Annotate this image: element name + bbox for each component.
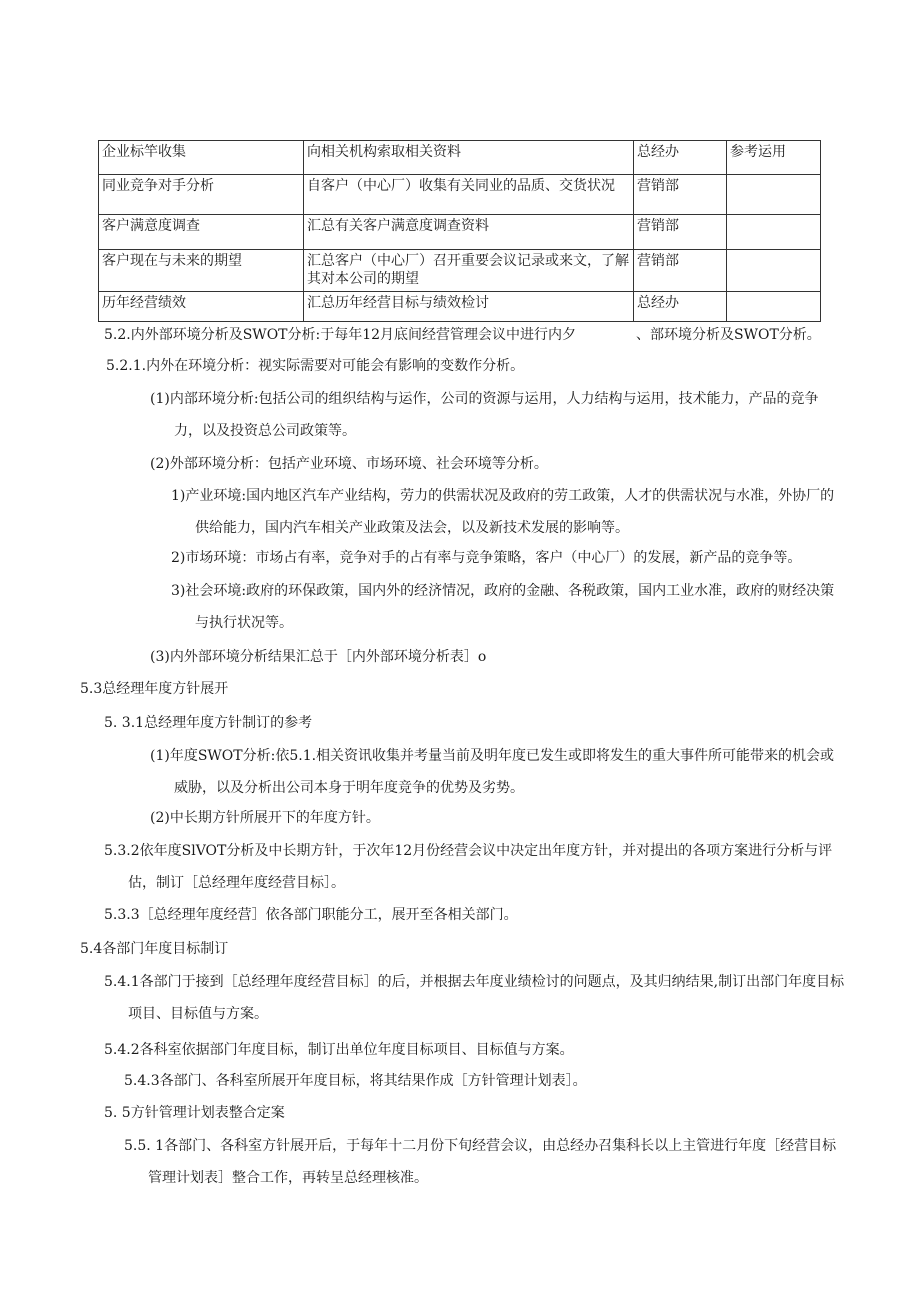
section-5-3-heading: 5.3总经理年度方针展开 <box>80 681 229 697</box>
table-cell <box>727 215 821 250</box>
table-cell: 营销部 <box>634 215 727 250</box>
table-cell: 汇总历年经营目标与绩效检讨 <box>304 292 634 322</box>
section-5-4-heading: 5.4各部门年度目标制订 <box>80 941 229 957</box>
section-5-4-1: 5.4.1各部门于接到［总经理年度经营目标］的后，并根据去年度业绩检讨的问题点，及其归纳结果,制订出部门年度目标项目、目标值与方案。 <box>104 974 845 1022</box>
section-5-3-2: 5.3.2依年度SlVOT分析及中长期方针，于次年12月份经营会议中决定出年度方针，并对提出的各项方案进行分析与评估，制订［总经理年度经营目标］。 <box>104 843 833 891</box>
table-cell: 汇总有关客户满意度调查资料 <box>304 215 634 250</box>
external-analysis: (2)外部环境分析：包括产业环境、市场环境、社会环境等分析。 <box>150 456 548 472</box>
longterm-policy: (2)中长期方针所展开下的年度方针。 <box>150 810 380 826</box>
table-cell: 参考运用 <box>727 141 821 175</box>
section-5-5-heading: 5. 5方针管理计划表整合定案 <box>104 1105 285 1121</box>
section-5-3-1: 5. 3.1总经理年度方针制订的参考 <box>104 715 313 731</box>
table-row <box>99 141 821 175</box>
table-row <box>99 215 821 250</box>
section-5-2-1: 5.2.1.内外在环境分析：视实际需要对可能会有影响的变数作分析。 <box>106 358 525 374</box>
section-5-4-3: 5.4.3各部门、各科室所展开年度目标，将其结果作成［方针管理计划表］。 <box>124 1073 587 1089</box>
table-cell: 客户现在与未来的期望 <box>99 250 304 292</box>
table-row <box>99 250 821 292</box>
table-cell: 总经办 <box>634 141 727 175</box>
section-5-2-heading-right: 、部环境分析及SWOT分析。 <box>636 327 821 343</box>
table-cell: 客户满意度调查 <box>99 215 304 250</box>
reference-table <box>98 140 821 322</box>
table-cell: 营销部 <box>634 250 727 292</box>
section-5-3-3: 5.3.3［总经理年度经营］依各部门职能分工，展开至各相关部门。 <box>104 907 518 923</box>
market-environment: 2)市场环境：市场占有率，竞争对手的占有率与竞争策略，客户（中心厂）的发展，新产品的竞争等。 <box>171 550 802 566</box>
table-cell: 同业竞争对手分析 <box>99 175 304 215</box>
table-cell: 自客户（中心厂）收集有关同业的品质、交货状况 <box>304 175 634 215</box>
industry-environment: 1)产业环境:国内地区汽车产业结构，劳力的供需状况及政府的劳工政策，人才的供需状况与水准，外协厂的供给能力，国内汽车相关产业政策及法会，以及新技术发展的影响等。 <box>171 488 835 536</box>
table-row <box>99 292 821 322</box>
table-cell: 营销部 <box>634 175 727 215</box>
table-cell: 历年经营绩效 <box>99 292 304 322</box>
annual-swot: (1)年度SWOT分析:依5.1.相关资讯收集并考量当前及明年度已发生或即将发生的重大事件所可能带来的机会或威胁，以及分析出公司本身于明年度竞争的优势及劣势。 <box>150 748 835 796</box>
table-cell: 企业标竿收集 <box>99 141 304 175</box>
section-5-4-2: 5.4.2各科室依据部门年度目标，制订出单位年度目标项目、目标值与方案。 <box>104 1042 574 1058</box>
social-environment: 3)社会环境:政府的环保政策，国内外的经济情况，政府的金融、各税政策，国内工业水准，政府的财经决策与执行状况等。 <box>171 583 835 631</box>
table-cell <box>727 292 821 322</box>
table-cell: 汇总客户（中心厂）召开重要会议记录或来文，了解其对本公司的期望 <box>304 250 634 292</box>
table-row <box>99 175 821 215</box>
table-cell: 向相关机构索取相关资料 <box>304 141 634 175</box>
analysis-summary: (3)内外部环境分析结果汇总于［内外部环境分析表］o <box>150 649 487 665</box>
section-5-5-1: 5.5. 1各部门、各科室方针展开后，于每年十二月份下旬经营会议，由总经办召集科长以上主管进行年度［经营目标管理计划表］整合工作，再转呈总经理核准。 <box>124 1138 837 1186</box>
section-5-2-heading-left: 5.2.内外部环境分析及SWOT分析:于每年12月底间经营管理会议中进行内夕 <box>104 327 577 343</box>
table-cell: 总经办 <box>634 292 727 322</box>
table-cell <box>727 175 821 215</box>
internal-analysis: (1)内部环境分析:包括公司的组织结构与运作，公司的资源与运用，人力结构与运用，技术能力，产品的竞争力，以及投资总公司政策等。 <box>150 391 819 439</box>
table-cell <box>727 250 821 292</box>
